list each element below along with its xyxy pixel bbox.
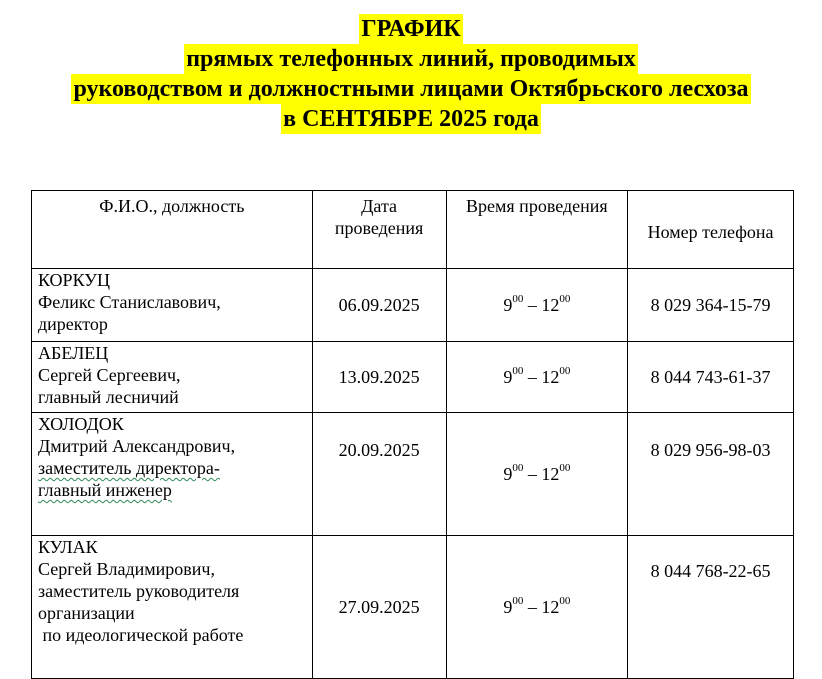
title-line-3: руководством и должностными лицами Октябрьского лесхоза [73,76,749,102]
title-line-1: ГРАФИК [361,16,461,42]
phone-cell: 8 029 956-98-03 [628,413,794,536]
person-cell [32,342,313,413]
header-phone: Номер телефона [628,191,794,269]
table-row [32,413,794,536]
date-cell: 06.09.2025 [312,269,446,342]
phone-cell: 8 044 768-22-65 [628,536,794,679]
time-cell: $9^{00} - 12^{00}$ [446,269,628,342]
person-cell [32,536,313,679]
phone-cell: 8 044 743-61-37 [628,342,794,413]
person-surname: КОРКУЦ [38,270,110,290]
table-row [32,342,794,413]
person-position: заместитель руководителя [38,581,240,601]
person-surname: АБЕЛЕЦ [38,343,109,363]
header-time: Время проведения [446,191,628,269]
time-cell: $9^{00} - 12^{00}$ [446,342,628,413]
person-given-name: Феликс Станиславович, [38,292,221,312]
header-date: Дата проведения [312,191,446,269]
person-position: по идеологической работе [38,625,244,645]
person-cell [32,413,313,536]
person-position: главный инженер [38,480,172,500]
person-position: организации [38,603,135,623]
time-cell: $9^{00} - 12^{00}$ [446,536,628,679]
time-cell: $9^{00} - 12^{00}$ [446,413,628,536]
person-surname: КУЛАК [38,537,98,557]
person-given-name: Дмитрий Александрович, [38,436,236,456]
person-position: главный лесничий [38,387,179,407]
person-cell [32,269,313,342]
date-cell: 20.09.2025 [312,413,446,536]
document-title [0,14,822,134]
table-row [32,269,794,342]
header-name: Ф.И.О., должность [32,191,313,269]
table-row [32,536,794,679]
phone-cell: 8 029 364-15-79 [628,269,794,342]
person-surname: ХОЛОДОК [38,414,124,434]
person-given-name: Сергей Владимирович, [38,559,215,579]
person-position: заместитель директора- [38,458,220,478]
person-given-name: Сергей Сергеевич, [38,365,181,385]
date-cell: 13.09.2025 [312,342,446,413]
person-position: директор [38,314,108,334]
title-line-2: прямых телефонных линий, проводимых [186,46,636,72]
title-line-4: в СЕНТЯБРЕ 2025 года [283,106,539,132]
table-header-row [32,191,794,269]
date-cell: 27.09.2025 [312,536,446,679]
schedule-table [31,190,794,679]
